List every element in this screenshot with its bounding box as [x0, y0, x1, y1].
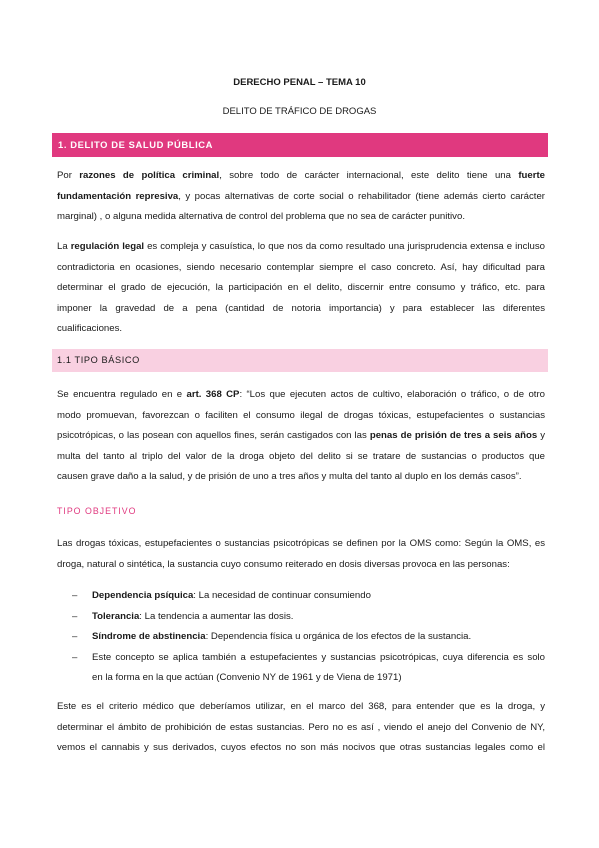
paragraph-line: determinar el ámbito de prohibición de estas sustancias. Pero no es así , viendo el anejo del Convenio de NY,	[57, 721, 545, 733]
list-item	[72, 648, 545, 689]
paragraph-line: Este es el criterio médico que deberíamos utilizar, en el marco del 368, para entender que es la droga, y	[57, 701, 545, 712]
section-heading-delito-salud-publica: 1. DELITO DE SALUD PÚBLICA	[52, 133, 548, 157]
dash-bullet: –	[72, 590, 78, 601]
paragraph-line: marginal) , o alguna medida alternativa de control del problema que no sea de carácter punitivo.	[57, 211, 465, 222]
list-item: – Síndrome de abstinencia: Dependencia física u orgánica de los efectos de la sustancia.	[72, 627, 545, 648]
document-title: DERECHO PENAL – TEMA 10	[233, 77, 366, 88]
paragraph-line: vemos el cannabis y sus derivados, cuyos efectos no son más nocivos que otras sustancias legales como el	[57, 742, 545, 753]
paragraph-criterio-medico	[57, 697, 545, 759]
section-heading-tipo-basico: 1.1 TIPO BÁSICO	[52, 349, 548, 372]
paragraph-line: multa del tanto al triplo del valor de la droga objeto del delito si se tratare de sustancias o productos que	[57, 450, 545, 462]
paragraph-line: droga, natural o sintética, la sustancia cuyo consumo reiterado en dosis diversas provoca en las personas:	[57, 558, 510, 570]
list-item-line: en la forma en la que actúan (Convenio NY de 1961 y de Viena de 1971)	[92, 672, 402, 683]
paragraph-definicion-oms	[57, 534, 545, 575]
paragraph-line: modo promuevan, favorezcan o faciliten el consumo ilegal de drogas tóxicas, estupefacientes o sustancias	[57, 409, 545, 421]
paragraph-line: Se encuentra regulado en e art. 368 CP: “Los que ejecuten actos de cultivo, elaboración o tráfico, o de otro	[57, 389, 545, 400]
paragraph-line: causen grave daño a la salud, y de prisión de uno a tres años y multa del tanto al duplo en los demás casos”.	[57, 471, 522, 482]
subheading-tipo-objetivo: TIPO OBJETIVO	[57, 506, 137, 516]
paragraph-line: Las drogas tóxicas, estupefacientes o sustancias psicotrópicas se definen por la OMS como: Según la OMS, es	[57, 538, 545, 549]
effects-list	[72, 586, 545, 689]
list-item-line: Este concepto se aplica también a estupefacientes y sustancias psicotrópicas, cuya diferencia es solo	[92, 651, 545, 663]
paragraph-regulacion-legal	[57, 237, 545, 340]
list-item: – Tolerancia: La tendencia a aumentar las dosis.	[72, 607, 545, 628]
dash-bullet: –	[72, 651, 78, 663]
document-subtitle: DELITO DE TRÁFICO DE DROGAS	[222, 106, 377, 117]
paragraph-line: psicotrópicas, o las posean con aquellos fines, serán castigados con las penas de prisión de tres a seis años y	[57, 430, 546, 441]
paragraph-art-368	[57, 385, 545, 488]
dash-bullet: –	[72, 610, 78, 622]
paragraph-line: La regulación legal es compleja y casuística, lo que nos da como resultado una jurisprudencia extensa e incluso	[57, 241, 545, 252]
paragraph-politica-criminal	[57, 166, 545, 228]
dash-bullet: –	[72, 631, 78, 642]
paragraph-line: imponer la gravedad de a pena (cantidad de notoria importancia) y para establecer las diferentes	[57, 302, 545, 314]
paragraph-line: Por razones de política criminal, sobre todo de carácter internacional, este delito tiene una fuerte	[57, 170, 545, 181]
paragraph-line: fundamentación represiva, y pocas alternativas de corte social o rehabilitador (tiene además cierto carácter	[57, 190, 545, 202]
list-item: – Dependencia psíquica: La necesidad de continuar consumiendo	[72, 586, 545, 607]
paragraph-line: cualificaciones.	[57, 323, 123, 334]
paragraph-line: contradictoria en ocasiones, siendo necesario contemplar siempre el caso concreto. Así, hay dificultad para	[57, 261, 545, 273]
paragraph-line: determinar el grado de ejecución, la participación en el delito, discernir entre consumo y tráfico, etc. para	[57, 282, 545, 293]
